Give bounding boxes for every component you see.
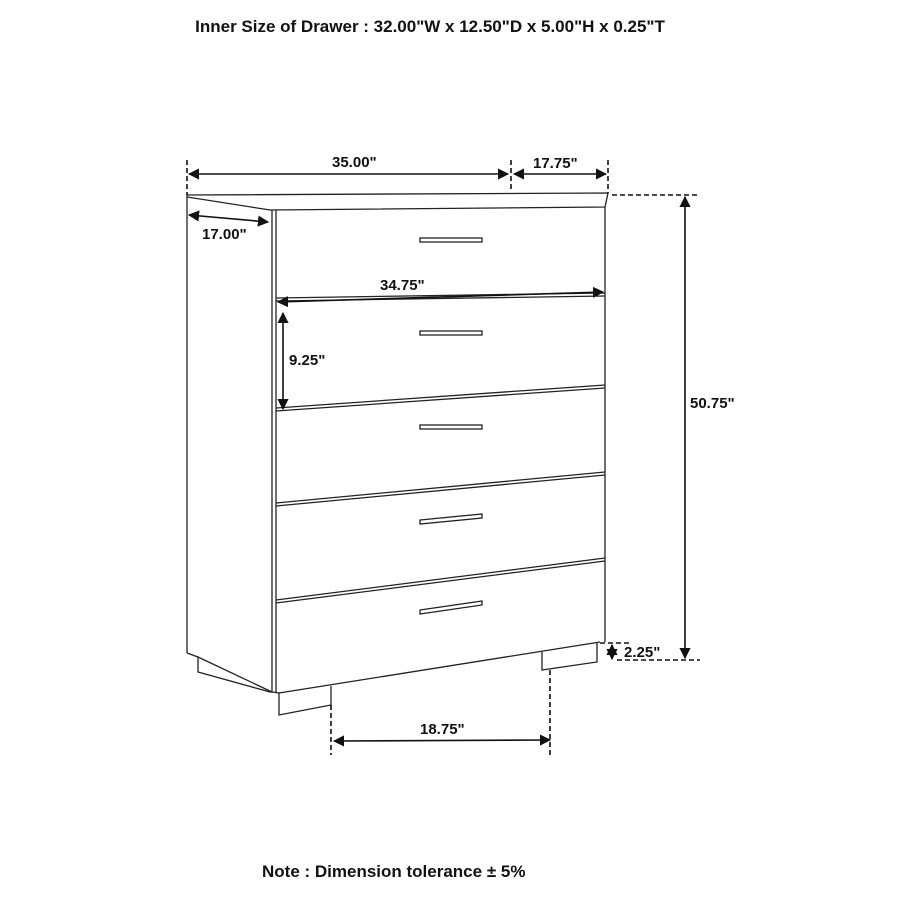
drawers [276, 238, 605, 614]
side-depth-dimension: 17.00" [202, 226, 247, 243]
drawer-handle [420, 331, 482, 335]
leg-height-dimension: 2.25" [624, 644, 661, 661]
width-dimension: 35.00" [332, 154, 377, 171]
dimension-lines [187, 160, 700, 755]
drawer-handle [420, 425, 482, 429]
drawer-handle [420, 238, 482, 242]
drawer-handle [420, 601, 482, 614]
overall-height-dimension: 50.75" [690, 395, 735, 412]
chest-outline [187, 193, 608, 715]
drawer-width-dimension: 34.75" [380, 277, 425, 294]
depth-dimension: 17.75" [533, 155, 578, 172]
tolerance-note: Note : Dimension tolerance ± 5% [262, 862, 526, 881]
drawer-inner-size-title: Inner Size of Drawer : 32.00"W x 12.50"D x 5.00"H x 0.25"T [195, 17, 665, 36]
drawer-height-dimension: 9.25" [289, 352, 326, 369]
leg-span-dimension: 18.75" [420, 721, 465, 738]
drawer-handle [420, 514, 482, 524]
